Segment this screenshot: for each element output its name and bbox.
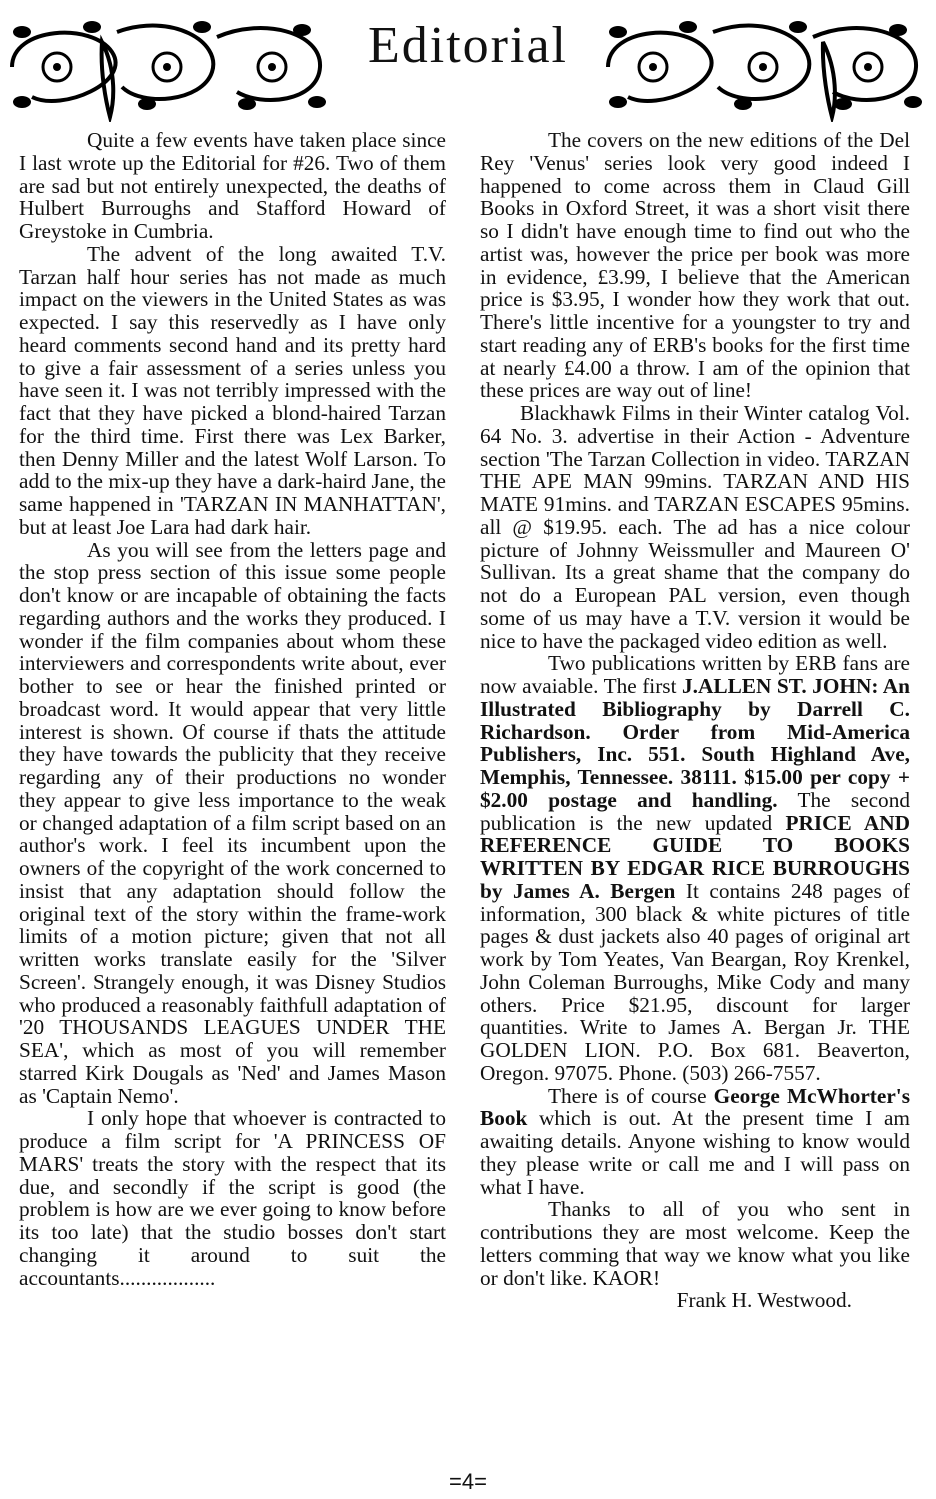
text-run: The second publication is the new updated xyxy=(480,787,910,835)
floral-vine-border-icon xyxy=(598,12,928,122)
paragraph: The covers on the new editions of the Del Rey 'Venus' series look very good indeed I happened to come across them in Claud Gill Books in Oxford Street, it was a short visit there so I didn't have enough time to find out who the artist was, however the price per book was more in evidence, £3.99, I believe that the American price is $3.95, I wonder how they work that out. There's little incentive for a youngster to try and start reading any of ERB's books for the first time at nearly £4.00 a throw. I am of the opinion that these prices are way out of line! xyxy=(480,128,910,403)
book-title-bold: PRICE AND REFERENCE GUIDE TO BOOKS WRITTEN BY EDGAR RICE BURROUGHS by James A. Bergen xyxy=(480,810,910,903)
page-title: Editorial xyxy=(368,17,568,74)
paragraph: Quite a few events have taken place since I last wrote up the Editorial for #26. Two of them are sad but not entirely unexpected, the deaths of Hulbert Burroughs and Stafford Howard of Greystoke in Cumbria. xyxy=(19,128,446,243)
text-run: It contains 248 pages of information, 300 black & white pictures of title pages & dust jackets also 40 pages of original art work by Tom Yeates, Van Beargan, Roy Krenkel, John Coleman Burroughs, Mike Cody and many others. Price $21.95, discount for larger quantities. Write to James A. Bergan Jr. THE GOLDEN LION. P.O. Box 681. Beaverton, Oregon. 97075. Phone. (503) 266-7557. xyxy=(480,878,911,1085)
paragraph: As you will see from the letters page and the stop press section of this issue some people don't know or are incapable of obtaining the facts regarding authors and the works they produced. I wonder if the film companies about whom these interviewers and correspondents write about, ever bother to see or hear the finished printed or broadcast word. It would appear that very little interest is shown. Of course if thats the attitude they have towards the publicity that they receive regarding any of their productions no wonder they appear to give less importance to the weak or changed adaptation of a film script based on an author's work. I feel its incumbent upon the owners of the copyright of the work concerned to insist that any adaptation should follow the original text of the story within the frame-work limits of a motion picture; given that not all written works translate easily for the 'Silver Screen'. Strangely enough, it was Disney Studios who produced a reasonably faithfull adaptation of '20 THOUSANDS LEAGUES UNDER THE SEA', which as most of you will remember starred Kirk Dougals as 'Ned' and James Mason as 'Captain Nemo'. xyxy=(19,537,446,1108)
book-title-bold: George McWhorter's Book xyxy=(480,1083,910,1131)
page-number: =4= xyxy=(449,1469,487,1494)
text-run: which is out. At the present time I am awaiting details. Anyone wishing to know would they please write or call me and I will pass on what I have. xyxy=(480,1106,910,1199)
editorial-header xyxy=(0,0,936,125)
signature: Frank H. Westwood. xyxy=(676,1288,852,1313)
text-run: Two publications written by ERB fans are now avaiable. The first xyxy=(480,651,910,698)
book-title-bold: J.ALLEN ST. JOHN: An Illustrated Bibliography by Darrell C. Richardson. Order from Mid-America Publishers, Inc. 551. South Highland Ave, Memphis, Tennessee. 38111. $15.00 per copy + $2.00 postage and handling. xyxy=(480,674,910,812)
right-column xyxy=(480,129,910,1312)
paragraph: The advent of the long awaited T.V. Tarzan half hour series has not made as much impact on the viewers in the United States as was expected. I say this reservedly as I have only heard comments second hand and its pretty hard to give a fair assessment of a series unless you have seen it. I was not terribly impressed with the fact that they have picked a blond-haired Tarzan for the third time. First there was Lex Barker, then Denny Miller and the latest Wolf Larson. To add to the mix-up they have a dark-haird Jane, the same happened in 'TARZAN IN MANHATTAN', but at least Joe Lara had dark hair. xyxy=(19,241,446,539)
paragraph: I only hope that whoever is contracted to produce a film script for 'A PRINCESS OF MARS' treats the story with the respect that its due, and secondly if the script is good (the problem is how are we ever going to know before its too late) that the studio bosses don't start changing it around to suit the accountants.................. xyxy=(19,1106,446,1290)
paragraph xyxy=(480,652,910,1084)
paragraph: Thanks to all of you who sent in contributions they are most welcome. Keep the letters comming that way we know what you like or don't like. KAOR! xyxy=(480,1197,910,1290)
paragraph: Blackhawk Films in their Winter catalog Vol. 64 No. 3. advertise in their Action - Adventure section 'The Tarzan Collection in video. TARZAN THE APE MAN 99mins. TARZAN AND HIS MATE 91mins. and TARZAN ESCAPES 95mins. all @ $19.95. each. The ad has a nice colour picture of Johnny Weissmuller and Maureen O' Sullivan. Its a great shame that the company do not do a European PAL version, even though some of us may have a T.V. version it would be nice to have the packaged video edition as well. xyxy=(480,401,910,653)
left-column xyxy=(19,129,446,1289)
paragraph xyxy=(480,1085,910,1199)
floral-vine-border-icon xyxy=(2,12,332,122)
text-run: There is of course xyxy=(548,1083,714,1108)
